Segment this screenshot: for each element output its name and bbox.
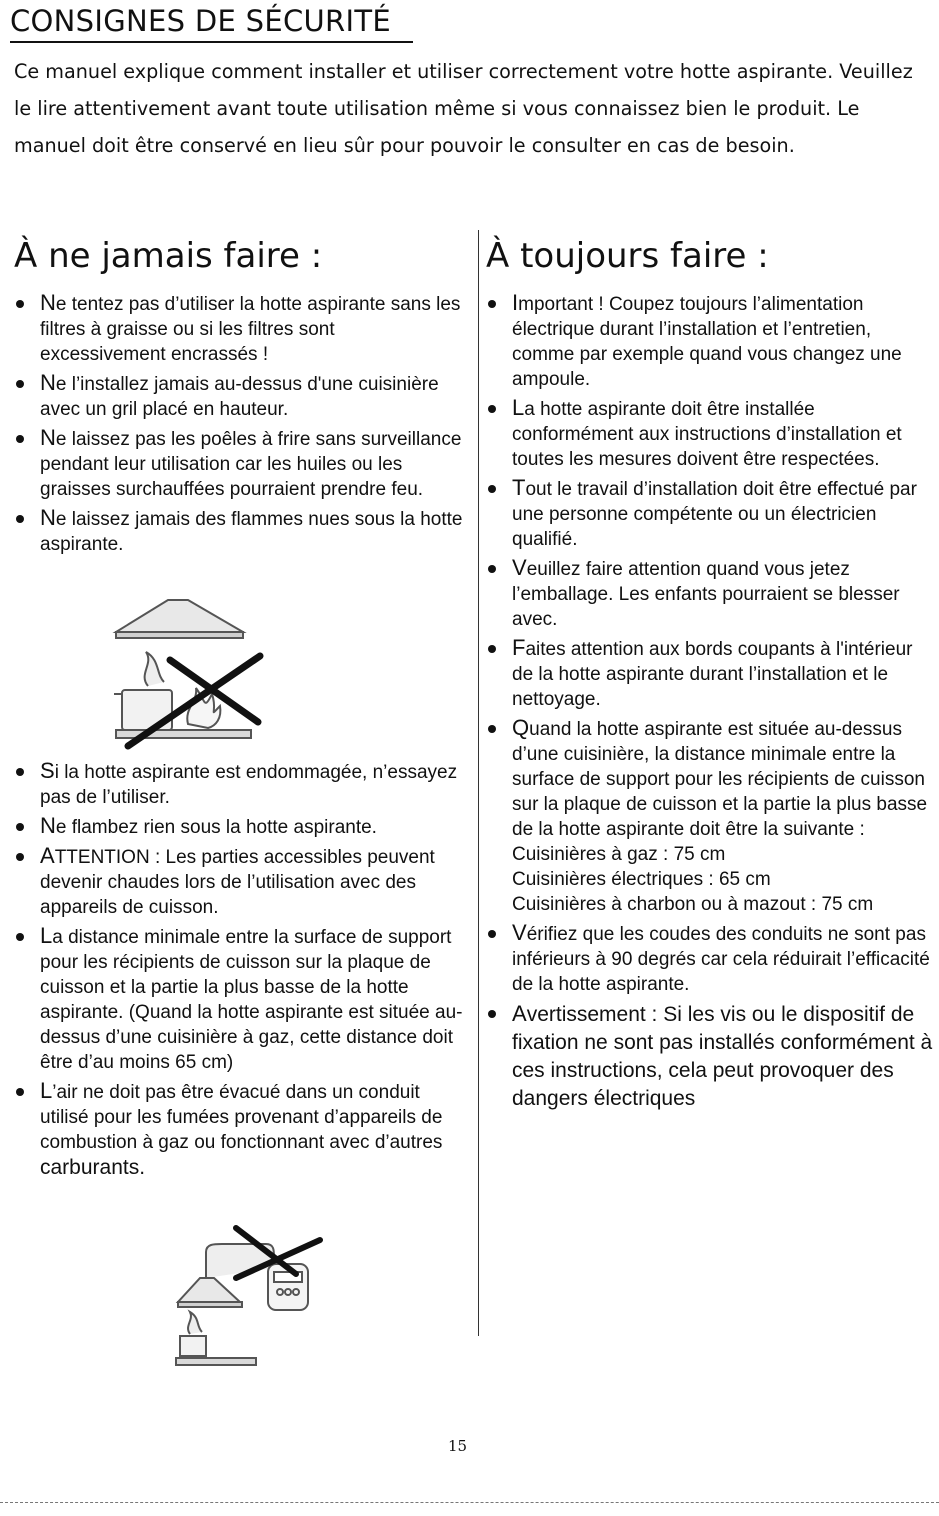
list-item: Veuillez faire attention quand vous jetez l’emballage. Les enfants pourraient se blesser avec.: [486, 555, 934, 632]
list-item: Ne laissez jamais des flammes nues sous la hotte aspirante.: [14, 505, 464, 557]
intro-paragraph: Ce manuel explique comment installer et utiliser correctement votre hotte aspirante. Veuillez le lire attentivement avant toute utilisation même si vous connaissez bien le produit. Le manuel doit être conservé en lieu sûr pour pouvoir le consulter en cas de besoin.: [14, 60, 913, 157]
list-item: L’air ne doit pas être évacué dans un conduit utilisé pour les fumées provenant d’appareils de combustion à gaz ou fonctionnant avec d’autres carburants.: [14, 1078, 464, 1181]
always-heading: À toujours faire :: [486, 236, 769, 276]
list-item: Si la hotte aspirante est endommagée, n’essayez pas de l’utiliser.: [14, 758, 464, 810]
page-number: 15: [447, 1437, 468, 1455]
never-heading: À ne jamais faire :: [14, 236, 323, 276]
list-item: Ne laissez pas les poêles à frire sans surveillance pendant leur utilisation car les huiles ou les graisses surchauffées pourraient prendre feu.: [14, 425, 464, 502]
list-item: Ne flambez rien sous la hotte aspirante.: [14, 813, 464, 840]
list-item: Vérifiez que les coudes des conduits ne sont pas inférieurs à 90 degrés car cela réduirait l’efficacité de la hotte aspirante.: [486, 920, 934, 997]
page-title: CONSIGNES DE SÉCURITÉ: [10, 4, 391, 38]
list-item: Avertissement : Si les vis ou le dispositif de fixation ne sont pas installés conformément à ces instructions, cela peut provoquer des dangers électriques: [486, 1000, 934, 1113]
list-item: Ne l’installez jamais au-dessus d'une cuisinière avec un gril placé en hauteur.: [14, 370, 464, 422]
no-flames-illustration: [108, 594, 278, 754]
always-list: [486, 290, 934, 1116]
title-underline: [10, 41, 413, 43]
list-item: Tout le travail d’installation doit être effectué par une personne compétente ou un électricien qualifié.: [486, 475, 934, 552]
distance-electric: Cuisinières électriques : 65 cm: [512, 869, 771, 890]
never-list-bottom: [14, 758, 464, 1184]
never-list-top: [14, 290, 464, 560]
list-item: Important ! Coupez toujours l’alimentation électrique durant l’installation et l’entretien, comme par exemple quand vous changez une ampoule.: [486, 290, 934, 392]
list-item: Ne tentez pas d’utiliser la hotte aspirante sans les filtres à graisse ou si les filtres sont excessivement encrassés !: [14, 290, 464, 367]
list-item: Quand la hotte aspirante est située au-dessus d’une cuisinière, la distance minimale entre la surface de support pour les récipients de cuisson sur la plaque de cuisson et la partie la plus basse de la hotte aspirante doit être la suivante : Cuisinières à gaz : 75 cm Cuisinières électriques : 65 cm Cuisinières à charbon ou à mazout : 75 cm: [486, 715, 934, 917]
list-item: ATTENTION : Les parties accessibles peuvent devenir chaudes lors de l’utilisation avec des appareils de cuisson.: [14, 843, 464, 920]
list-item: Faites attention aux bords coupants à l'intérieur de la hotte aspirante durant l’installation et le nettoyage.: [486, 635, 934, 712]
distance-coal: Cuisinières à charbon ou à mazout : 75 cm: [512, 894, 874, 915]
list-item: La hotte aspirante doit être installée conformément aux instructions d’installation et toutes les mesures doivent être respectées.: [486, 395, 934, 472]
no-gas-duct-illustration: [170, 1222, 330, 1372]
distance-gas: Cuisinières à gaz : 75 cm: [512, 844, 726, 865]
list-item: La distance minimale entre la surface de support pour les récipients de cuisson sur la plaque de cuisson et la partie la plus basse de la hotte aspirante. (Quand la hotte aspirante est située au-dessus d’une cuisinière à gaz, cette distance doit être d’au moins 65 cm): [14, 923, 464, 1075]
column-divider: [478, 230, 479, 1336]
bottom-dashed-rule: [0, 1502, 939, 1503]
